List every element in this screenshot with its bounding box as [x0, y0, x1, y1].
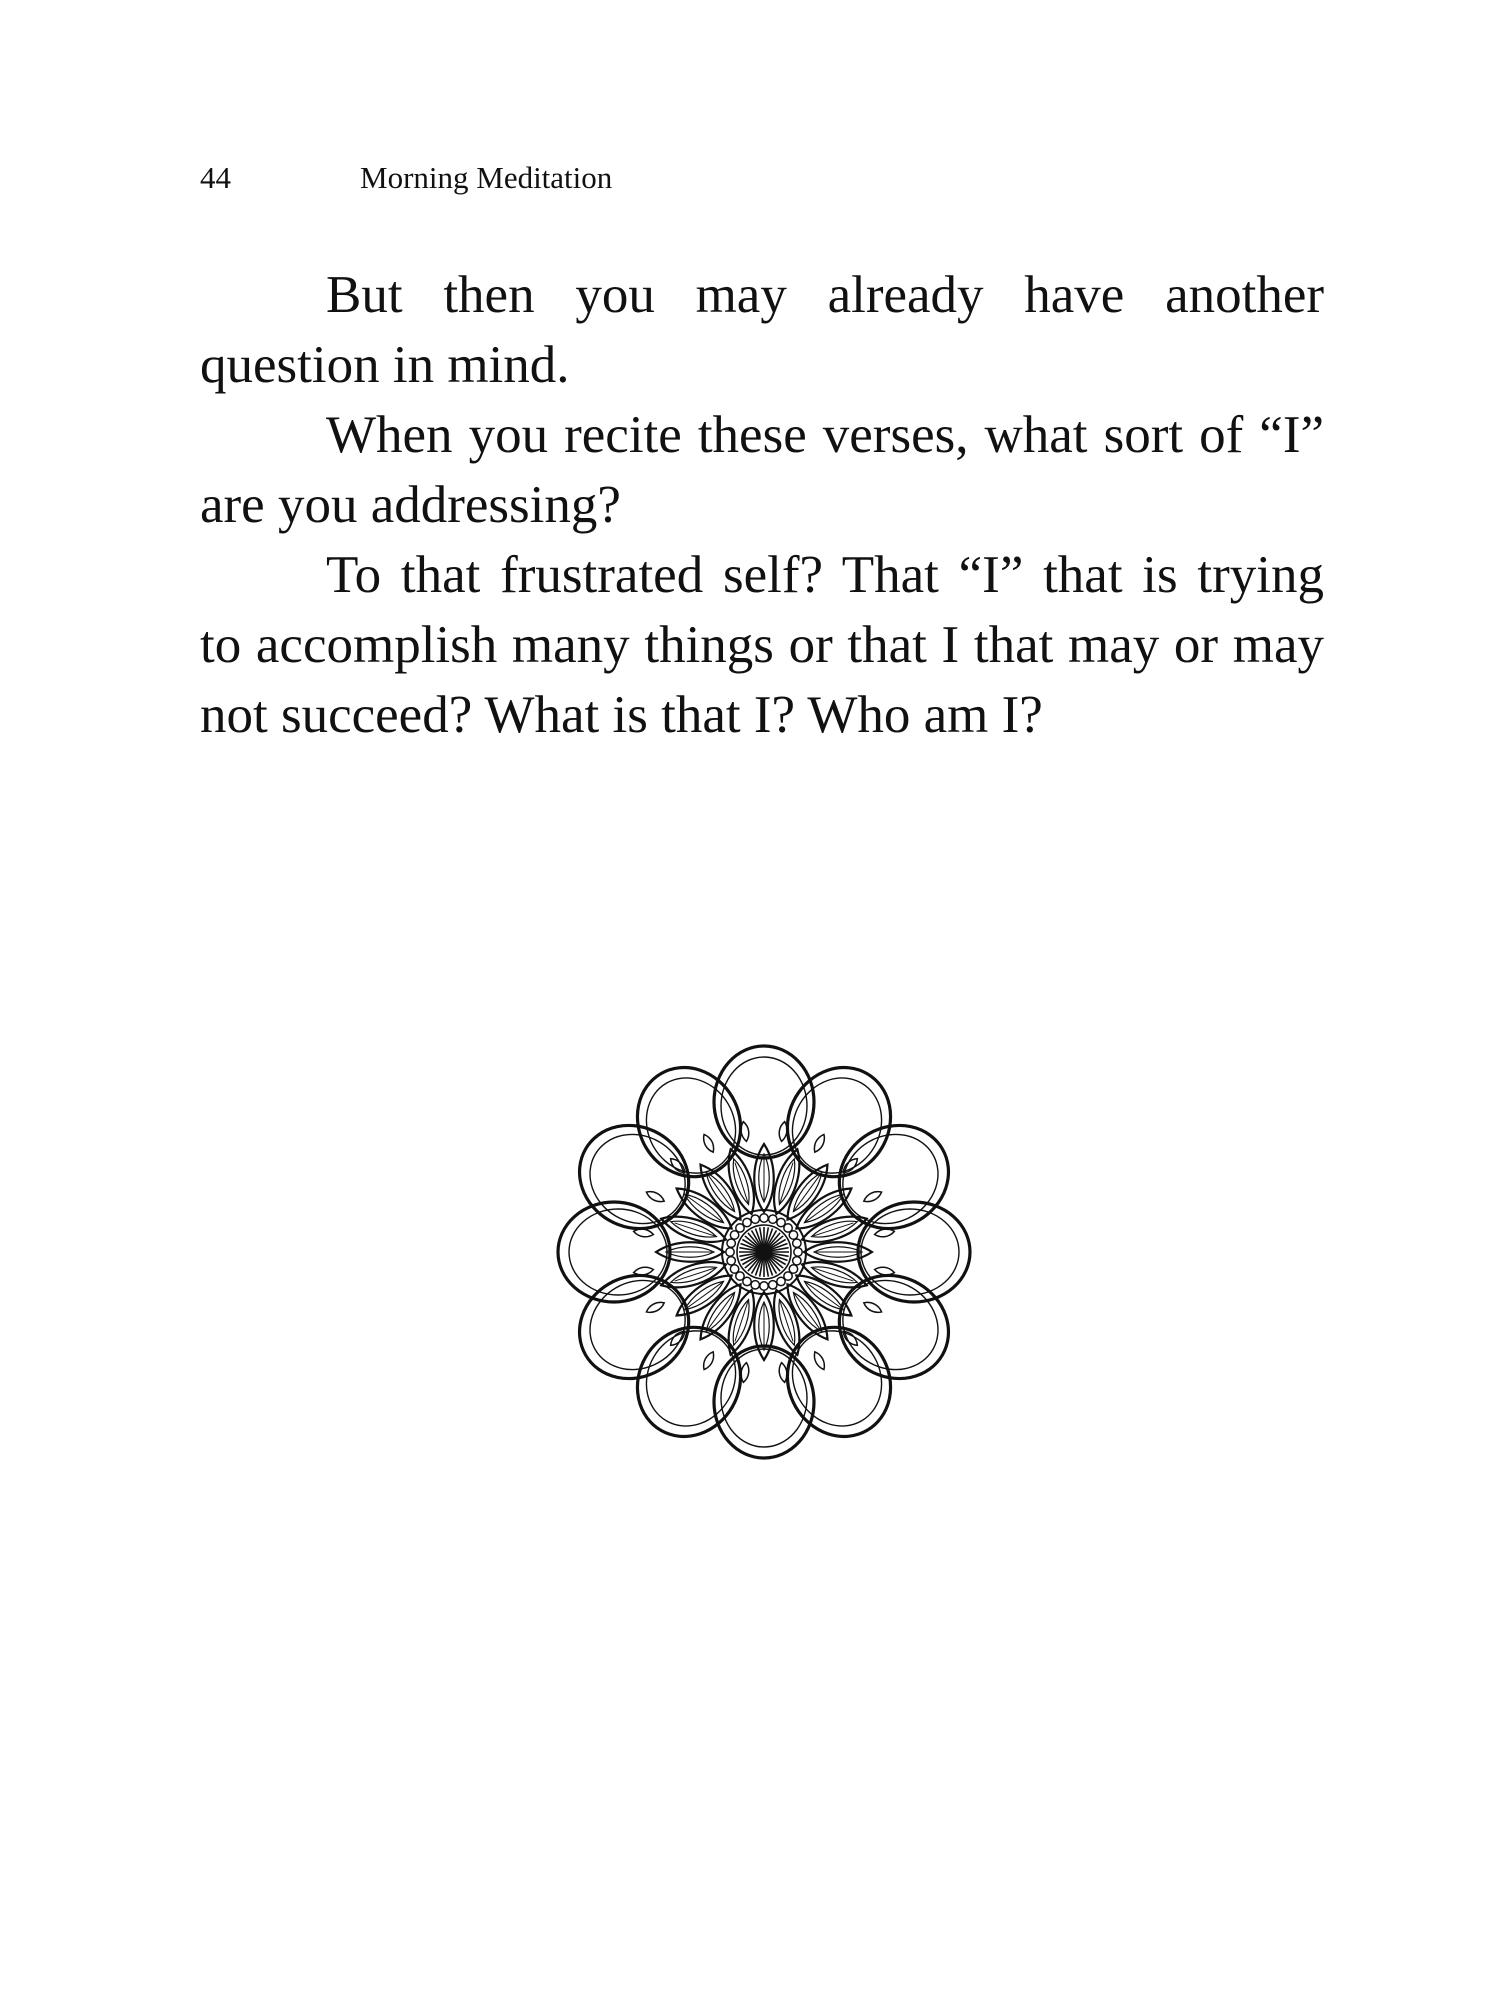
- mandala-core: [739, 1227, 789, 1277]
- running-title: Morning Meditation: [360, 160, 613, 195]
- mandala-flower-icon: [554, 1042, 974, 1462]
- page-number: 44: [200, 160, 231, 195]
- paragraph: To that frustrated self? That “I” that is trying to accomplish many things or that I that may or may not succeed? What is that I? Who am I?: [200, 546, 1324, 744]
- body-text: [200, 260, 1324, 750]
- paragraph: But then you may already have another question in mind.: [200, 266, 1324, 394]
- paragraph: When you recite these verses, what sort of “I” are you addressing?: [200, 406, 1324, 534]
- running-head: [200, 158, 612, 198]
